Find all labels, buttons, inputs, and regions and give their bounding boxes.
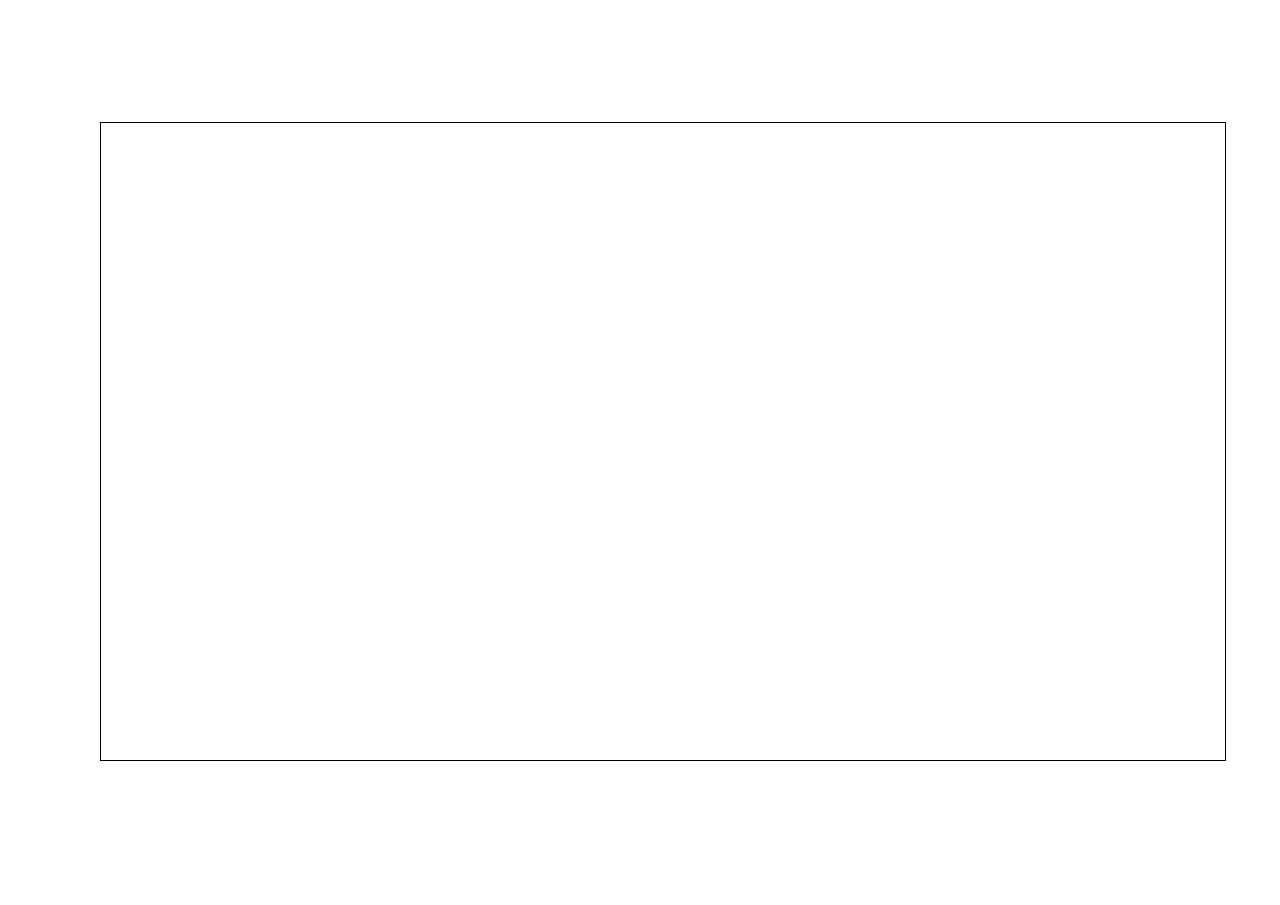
data-table (100, 122, 1226, 761)
